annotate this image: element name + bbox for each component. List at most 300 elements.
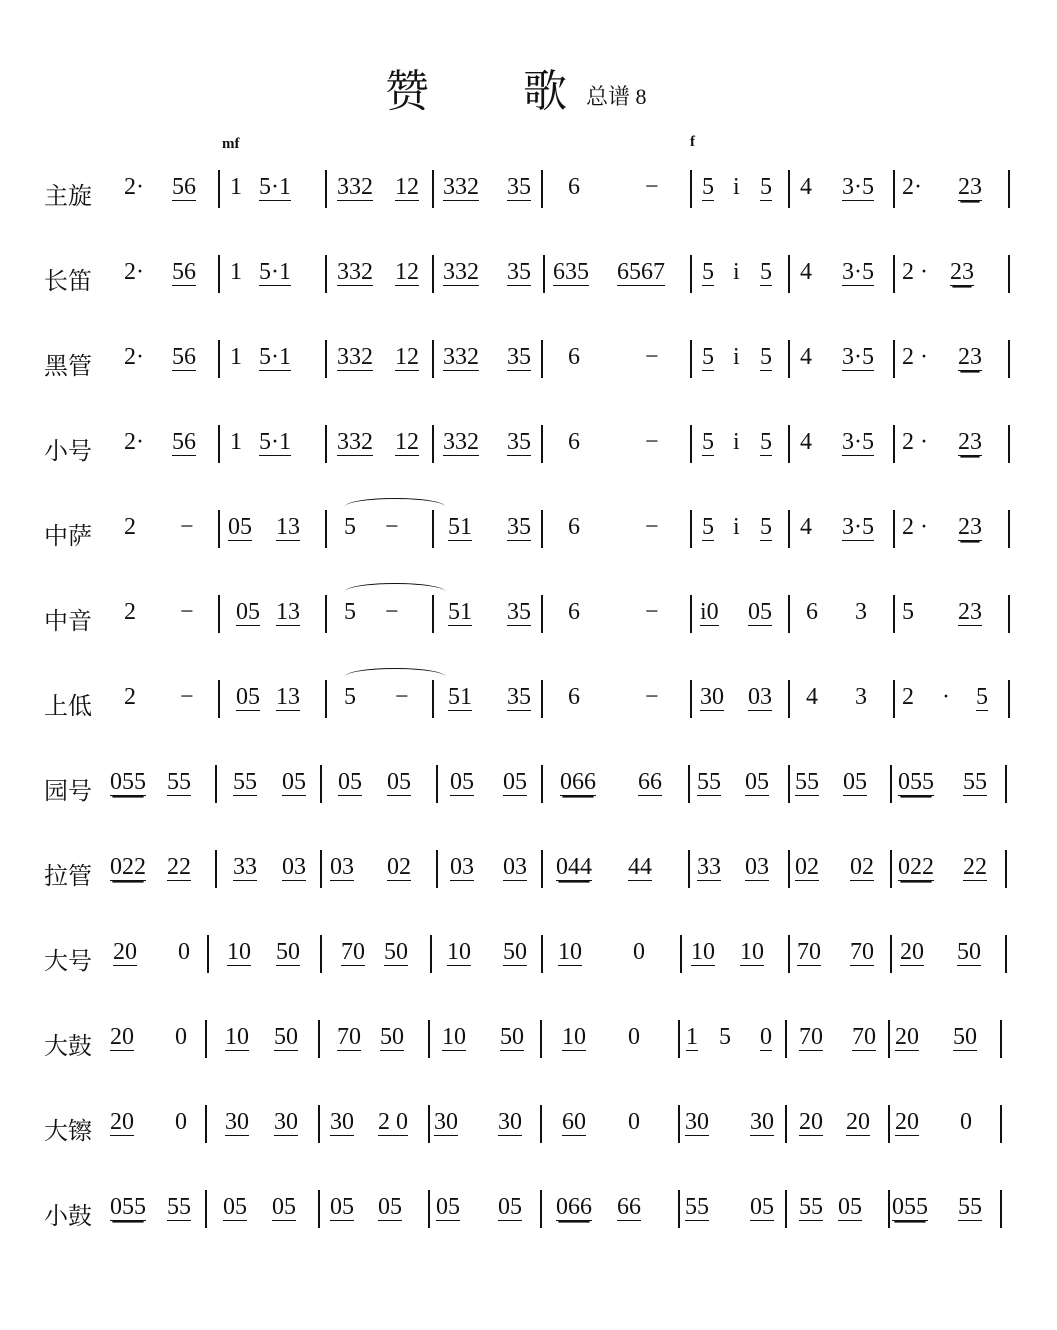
note-group: 23 [958, 344, 982, 370]
note-group: 30 [225, 1109, 249, 1135]
instrument-label: 小鼓 [44, 1204, 92, 1230]
barline [318, 1105, 320, 1143]
note-group: 70 [797, 939, 821, 965]
note-group: 0 [628, 1109, 640, 1135]
barline [690, 510, 692, 548]
score-row [0, 680, 1057, 720]
instrument-label: 大号 [44, 949, 92, 975]
barline [1000, 1105, 1002, 1143]
note-group: 23 [958, 174, 982, 200]
instrument-label: 小号 [44, 439, 92, 465]
note-group: 03 [503, 854, 527, 880]
barline [688, 850, 690, 888]
score-title [385, 55, 569, 119]
note-group: 0 [760, 1024, 772, 1050]
note-group: 22 [963, 854, 987, 880]
note-group: 066 [560, 769, 596, 795]
note-group: 20 [110, 1024, 134, 1050]
score-row [0, 850, 1057, 890]
note-group: 12 [395, 429, 419, 455]
score-subtitle: 总谱 8 [586, 84, 647, 109]
note-group: 5·1 [259, 259, 291, 285]
note-group: 635 [553, 259, 589, 285]
note-group: 03 [282, 854, 306, 880]
note-group: 30 [274, 1109, 298, 1135]
note-group: 35 [507, 684, 531, 710]
note-group: 332 [443, 429, 479, 455]
barline [678, 1190, 680, 1228]
note-group: 12 [395, 259, 419, 285]
barline [325, 680, 327, 718]
barline [215, 765, 217, 803]
note-group: 332 [337, 429, 373, 455]
barline [541, 680, 543, 718]
note-group: 12 [395, 344, 419, 370]
note-group: 1 [230, 259, 242, 285]
barline [788, 850, 790, 888]
note-group: 05 [228, 514, 252, 540]
note-group: 12 [395, 174, 419, 200]
note-group: 55 [233, 769, 257, 795]
note-group: − [395, 684, 409, 710]
note-group: 35 [507, 174, 531, 200]
note-group: 4 [800, 514, 812, 540]
note-group: 10 [225, 1024, 249, 1050]
barline [1008, 255, 1010, 293]
note-group: 2· [124, 429, 144, 455]
score-row [0, 1190, 1057, 1230]
note-group: 03 [330, 854, 354, 880]
note-group: − [180, 514, 194, 540]
barline [540, 1105, 542, 1143]
note-group: 4 [800, 344, 812, 370]
note-group: 70 [337, 1024, 361, 1050]
note-group: 4 [806, 684, 818, 710]
title-char-2: 歌 [523, 67, 569, 116]
note-group: − [180, 599, 194, 625]
note-group: 05 [338, 769, 362, 795]
barline [788, 935, 790, 973]
note-group: 2· [124, 174, 144, 200]
barline [893, 255, 895, 293]
note-group: 03 [748, 684, 772, 710]
note-group: 3 [855, 599, 867, 625]
barline [218, 170, 220, 208]
barline [215, 850, 217, 888]
instrument-label: 黑管 [44, 354, 92, 380]
barline [218, 425, 220, 463]
note-group: 332 [443, 259, 479, 285]
barline [893, 340, 895, 378]
note-group: 5 [702, 344, 714, 370]
barline [541, 510, 543, 548]
barline [318, 1020, 320, 1058]
note-group: 10 [558, 939, 582, 965]
barline [428, 1105, 430, 1143]
barline [432, 340, 434, 378]
note-group: 30 [498, 1109, 522, 1135]
note-group: 5 [902, 599, 914, 625]
note-group: 05 [436, 1194, 460, 1220]
note-group: 2 0 [378, 1109, 408, 1135]
note-group: · [942, 684, 950, 710]
barline [320, 765, 322, 803]
note-group: 50 [953, 1024, 977, 1050]
note-group: 05 [750, 1194, 774, 1220]
note-group: 30 [685, 1109, 709, 1135]
barline [541, 765, 543, 803]
note-group: 5 [344, 514, 356, 540]
note-group: − [180, 684, 194, 710]
score-row [0, 255, 1057, 295]
note-group: i [733, 344, 740, 370]
note-group: 2 · [902, 514, 928, 540]
note-group: 23 [958, 599, 982, 625]
score-row [0, 340, 1057, 380]
note-group: 5 [702, 514, 714, 540]
note-group: 56 [172, 259, 196, 285]
note-group: − [645, 599, 659, 625]
note-group: 50 [500, 1024, 524, 1050]
note-group: 55 [799, 1194, 823, 1220]
note-group: 10 [562, 1024, 586, 1050]
slur-mark [345, 498, 445, 515]
score-row [0, 1020, 1057, 1060]
note-group: 35 [507, 429, 531, 455]
note-group: 5·1 [259, 174, 291, 200]
barline [541, 340, 543, 378]
barline [1005, 935, 1007, 973]
barline [218, 340, 220, 378]
barline [432, 425, 434, 463]
note-group: 332 [443, 344, 479, 370]
note-group: 13 [276, 684, 300, 710]
note-group: 55 [958, 1194, 982, 1220]
note-group: i [733, 174, 740, 200]
dynamic-f: f [690, 134, 695, 150]
note-group: 30 [700, 684, 724, 710]
note-group: 0 [628, 1024, 640, 1050]
barline [325, 595, 327, 633]
note-group: i [733, 514, 740, 540]
note-group: 20 [113, 939, 137, 965]
barline [893, 170, 895, 208]
barline [893, 510, 895, 548]
barline [893, 680, 895, 718]
note-group: 6 [806, 599, 818, 625]
barline [205, 1190, 207, 1228]
barline [205, 1105, 207, 1143]
barline [1008, 425, 1010, 463]
score-row [0, 765, 1057, 805]
note-group: 055 [892, 1194, 928, 1220]
note-group: 35 [507, 259, 531, 285]
note-group: 55 [963, 769, 987, 795]
note-group: 55 [167, 769, 191, 795]
barline [1008, 170, 1010, 208]
score-row [0, 935, 1057, 975]
barline [325, 510, 327, 548]
barline [890, 850, 892, 888]
note-group: 6 [568, 344, 580, 370]
note-group: − [645, 174, 659, 200]
note-group: 66 [638, 769, 662, 795]
note-group: 22 [167, 854, 191, 880]
note-group: 70 [799, 1024, 823, 1050]
note-group: 02 [795, 854, 819, 880]
note-group: 20 [846, 1109, 870, 1135]
note-group: 055 [898, 769, 934, 795]
note-group: 1 [686, 1024, 698, 1050]
barline [205, 1020, 207, 1058]
note-group: 1 [230, 429, 242, 455]
note-group: 5 [702, 174, 714, 200]
note-group: 5 [702, 429, 714, 455]
barline [541, 595, 543, 633]
note-group: 56 [172, 429, 196, 455]
barline [432, 170, 434, 208]
note-group: 33 [697, 854, 721, 880]
note-group: 066 [556, 1194, 592, 1220]
barline [888, 1020, 890, 1058]
note-group: 4 [800, 259, 812, 285]
note-group: 2· [124, 344, 144, 370]
note-group: 50 [957, 939, 981, 965]
score-row [0, 510, 1057, 550]
barline [543, 255, 545, 293]
note-group: 0 [175, 1109, 187, 1135]
score-row [0, 170, 1057, 210]
barline [1005, 765, 1007, 803]
barline [540, 1190, 542, 1228]
barline [218, 595, 220, 633]
note-group: 10 [227, 939, 251, 965]
note-group: 332 [337, 344, 373, 370]
note-group: 5 [760, 429, 772, 455]
barline [541, 850, 543, 888]
note-group: 5·1 [259, 429, 291, 455]
note-group: 5·1 [259, 344, 291, 370]
slur-mark [345, 668, 445, 685]
note-group: 6 [568, 599, 580, 625]
note-group: i0 [700, 599, 719, 625]
note-group: 05 [282, 769, 306, 795]
note-group: 23 [958, 514, 982, 540]
note-group: 02 [387, 854, 411, 880]
barline [678, 1105, 680, 1143]
barline [690, 680, 692, 718]
note-group: 332 [337, 259, 373, 285]
note-group: 0 [960, 1109, 972, 1135]
instrument-label: 上低 [44, 694, 92, 720]
barline [890, 935, 892, 973]
barline [788, 170, 790, 208]
note-group: 56 [172, 174, 196, 200]
instrument-label: 园号 [44, 779, 92, 805]
note-group: 02 [850, 854, 874, 880]
barline [320, 850, 322, 888]
barline [541, 170, 543, 208]
note-group: 4 [800, 174, 812, 200]
barline [788, 765, 790, 803]
note-group: 56 [172, 344, 196, 370]
barline [785, 1105, 787, 1143]
note-group: 1 [230, 344, 242, 370]
note-group: 55 [697, 769, 721, 795]
barline [688, 765, 690, 803]
barline [690, 170, 692, 208]
barline [430, 935, 432, 973]
instrument-label: 长笛 [44, 269, 92, 295]
note-group: 55 [795, 769, 819, 795]
note-group: 51 [448, 514, 472, 540]
note-group: 13 [276, 514, 300, 540]
barline [428, 1020, 430, 1058]
barline [325, 170, 327, 208]
note-group: 332 [337, 174, 373, 200]
note-group: 2 · [902, 344, 928, 370]
barline [320, 935, 322, 973]
note-group: 022 [110, 854, 146, 880]
barline [540, 1020, 542, 1058]
barline [436, 765, 438, 803]
note-group: 0 [633, 939, 645, 965]
note-group: 2 [902, 684, 914, 710]
barline [1005, 850, 1007, 888]
note-group: 44 [628, 854, 652, 880]
title-char-1: 赞 [385, 67, 431, 116]
note-group: 30 [330, 1109, 354, 1135]
score-row [0, 425, 1057, 465]
barline [218, 680, 220, 718]
note-group: 50 [276, 939, 300, 965]
note-group: 50 [274, 1024, 298, 1050]
barline [207, 935, 209, 973]
barline [893, 595, 895, 633]
note-group: 70 [852, 1024, 876, 1050]
note-group: 0 [178, 939, 190, 965]
note-group: 03 [450, 854, 474, 880]
barline [436, 850, 438, 888]
barline [1008, 680, 1010, 718]
note-group: 33 [233, 854, 257, 880]
note-group: 05 [330, 1194, 354, 1220]
barline [428, 1190, 430, 1228]
note-group: 5 [760, 344, 772, 370]
note-group: 50 [503, 939, 527, 965]
note-group: 30 [750, 1109, 774, 1135]
note-group: 05 [223, 1194, 247, 1220]
note-group: 055 [110, 1194, 146, 1220]
note-group: 70 [850, 939, 874, 965]
barline [690, 255, 692, 293]
note-group: 2 · [902, 259, 928, 285]
barline [541, 935, 543, 973]
note-group: 6 [568, 684, 580, 710]
note-group: 20 [110, 1109, 134, 1135]
barline [541, 425, 543, 463]
barline [325, 340, 327, 378]
note-group: 05 [838, 1194, 862, 1220]
note-group: 5 [702, 259, 714, 285]
note-group: 6 [568, 174, 580, 200]
barline [888, 1190, 890, 1228]
note-group: 2· [124, 259, 144, 285]
barline [1000, 1020, 1002, 1058]
barline [690, 340, 692, 378]
barline [893, 425, 895, 463]
note-group: 5 [976, 684, 988, 710]
note-group: 05 [236, 684, 260, 710]
note-group: 3·5 [842, 344, 874, 370]
barline [432, 510, 434, 548]
barline [785, 1190, 787, 1228]
note-group: 35 [507, 344, 531, 370]
barline [788, 425, 790, 463]
note-group: − [385, 599, 399, 625]
note-group: 50 [380, 1024, 404, 1050]
barline [690, 425, 692, 463]
note-group: 1 [230, 174, 242, 200]
barline [690, 595, 692, 633]
barline [680, 935, 682, 973]
barline [1008, 510, 1010, 548]
note-group: 60 [562, 1109, 586, 1135]
note-group: 5 [344, 684, 356, 710]
note-group: 6 [568, 429, 580, 455]
barline [1008, 595, 1010, 633]
barline [785, 1020, 787, 1058]
note-group: 05 [450, 769, 474, 795]
note-group: 2 [124, 514, 136, 540]
note-group: 13 [276, 599, 300, 625]
slur-mark [345, 583, 445, 600]
note-group: 3·5 [842, 174, 874, 200]
note-group: 5 [760, 174, 772, 200]
note-group: 35 [507, 514, 531, 540]
note-group: 5 [719, 1024, 731, 1050]
note-group: 0 [175, 1024, 187, 1050]
note-group: 20 [895, 1109, 919, 1135]
note-group: 05 [748, 599, 772, 625]
barline [218, 510, 220, 548]
note-group: − [645, 429, 659, 455]
barline [678, 1020, 680, 1058]
barline [318, 1190, 320, 1228]
note-group: 5 [760, 514, 772, 540]
instrument-label: 大镲 [44, 1119, 92, 1145]
instrument-label: 中萨 [44, 524, 92, 550]
note-group: 044 [556, 854, 592, 880]
note-group: 50 [384, 939, 408, 965]
note-group: 66 [617, 1194, 641, 1220]
barline [788, 255, 790, 293]
note-group: − [645, 344, 659, 370]
note-group: 20 [799, 1109, 823, 1135]
note-group: 35 [507, 599, 531, 625]
note-group: 332 [443, 174, 479, 200]
note-group: 10 [740, 939, 764, 965]
note-group: 10 [442, 1024, 466, 1050]
note-group: 3·5 [842, 514, 874, 540]
note-group: 6567 [617, 259, 665, 285]
note-group: 5 [760, 259, 772, 285]
note-group: 51 [448, 599, 472, 625]
note-group: 05 [236, 599, 260, 625]
barline [788, 340, 790, 378]
note-group: 05 [503, 769, 527, 795]
note-group: 05 [387, 769, 411, 795]
